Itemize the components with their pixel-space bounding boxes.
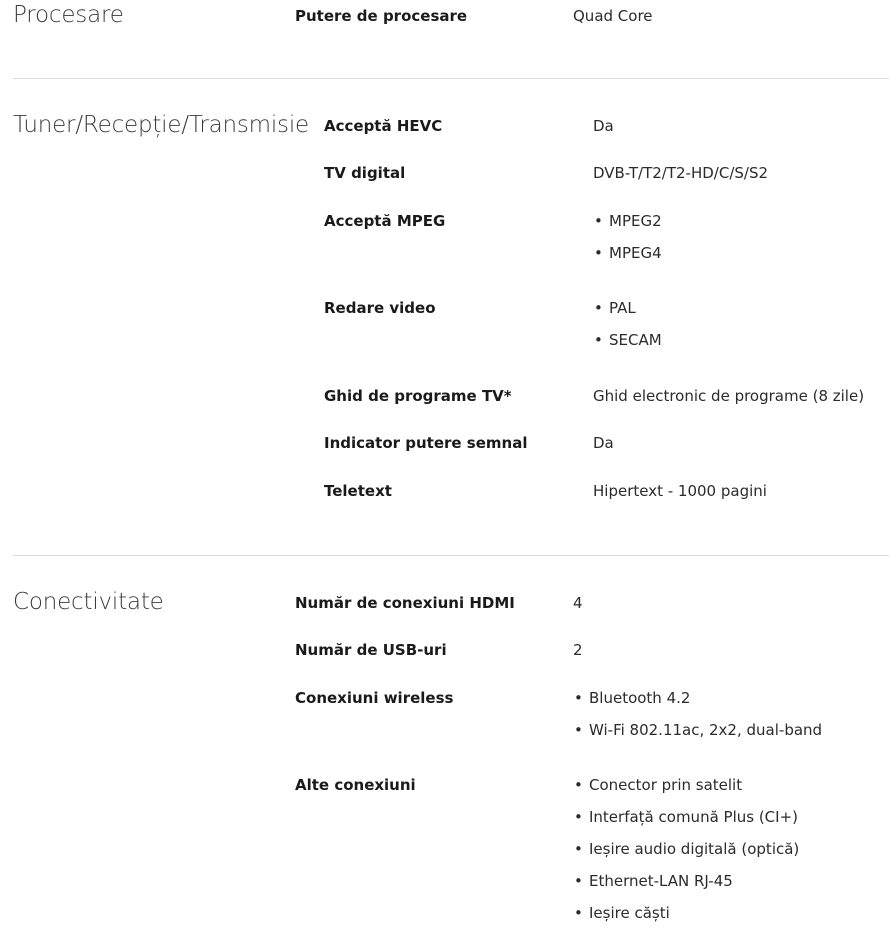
list-item: • SECAM: [594, 331, 662, 349]
spec-value-list: [593, 298, 662, 362]
spec-value: 2: [573, 641, 583, 659]
list-item: • Conector prin satelit: [574, 776, 743, 794]
spec-label: Alte conexiuni: [295, 776, 416, 794]
spec-value: Da: [593, 434, 614, 452]
list-item: • MPEG2: [594, 212, 662, 230]
spec-value: 4: [573, 594, 583, 612]
list-item: • PAL: [594, 299, 636, 317]
spec-label: Indicator putere semnal: [324, 434, 528, 452]
spec-label: Acceptă MPEG: [324, 212, 446, 230]
spec-label: Ghid de programe TV*: [324, 387, 512, 405]
list-item: • Interfață comună Plus (CI+): [574, 808, 799, 826]
bullet-icon: •: [594, 331, 603, 349]
bullet-icon: •: [574, 689, 583, 707]
bullet-icon: •: [594, 212, 603, 230]
section-title: Conectivitate: [13, 589, 164, 615]
spec-label: Putere de procesare: [295, 7, 468, 25]
list-item: • Wi-Fi 802.11ac, 2x2, dual-band: [574, 721, 823, 739]
list-item: • MPEG4: [594, 244, 662, 262]
spec-value: Hipertext - 1000 pagini: [593, 482, 767, 500]
spec-value-list: [573, 775, 799, 928]
spec-label: Număr de conexiuni HDMI: [295, 594, 515, 612]
bullet-icon: •: [594, 244, 603, 262]
list-item: • Ieșire audio digitală (optică): [574, 840, 800, 858]
spec-label: Acceptă HEVC: [324, 117, 443, 135]
bullet-icon: •: [574, 721, 583, 739]
bullet-icon: •: [574, 872, 583, 890]
list-item: • Bluetooth 4.2: [574, 689, 691, 707]
spec-label: Conexiuni wireless: [295, 689, 454, 707]
bullet-icon: •: [574, 776, 583, 794]
section-title: Procesare: [13, 2, 124, 28]
bullet-icon: •: [594, 299, 603, 317]
list-item: • Ieșire căști: [574, 904, 670, 922]
spec-label: TV digital: [324, 164, 406, 182]
spec-value: Da: [593, 117, 614, 135]
section-title: Tuner/Recepție/Transmisie: [13, 112, 309, 138]
bullet-icon: •: [574, 808, 583, 826]
spec-value-list: [573, 688, 822, 752]
section-divider: [13, 555, 889, 556]
bullet-icon: •: [574, 840, 583, 858]
spec-label: Redare video: [324, 299, 436, 317]
section-divider: [13, 78, 889, 79]
list-item: • Ethernet-LAN RJ-45: [574, 872, 733, 890]
spec-value: DVB-T/T2/T2-HD/C/S/S2: [593, 164, 769, 182]
spec-value: Ghid electronic de programe (8 zile): [593, 387, 865, 405]
spec-value-list: [593, 211, 662, 275]
spec-value: Quad Core: [573, 7, 653, 25]
bullet-icon: •: [574, 904, 583, 922]
spec-label: Număr de USB-uri: [295, 641, 447, 659]
spec-label: Teletext: [324, 482, 392, 500]
